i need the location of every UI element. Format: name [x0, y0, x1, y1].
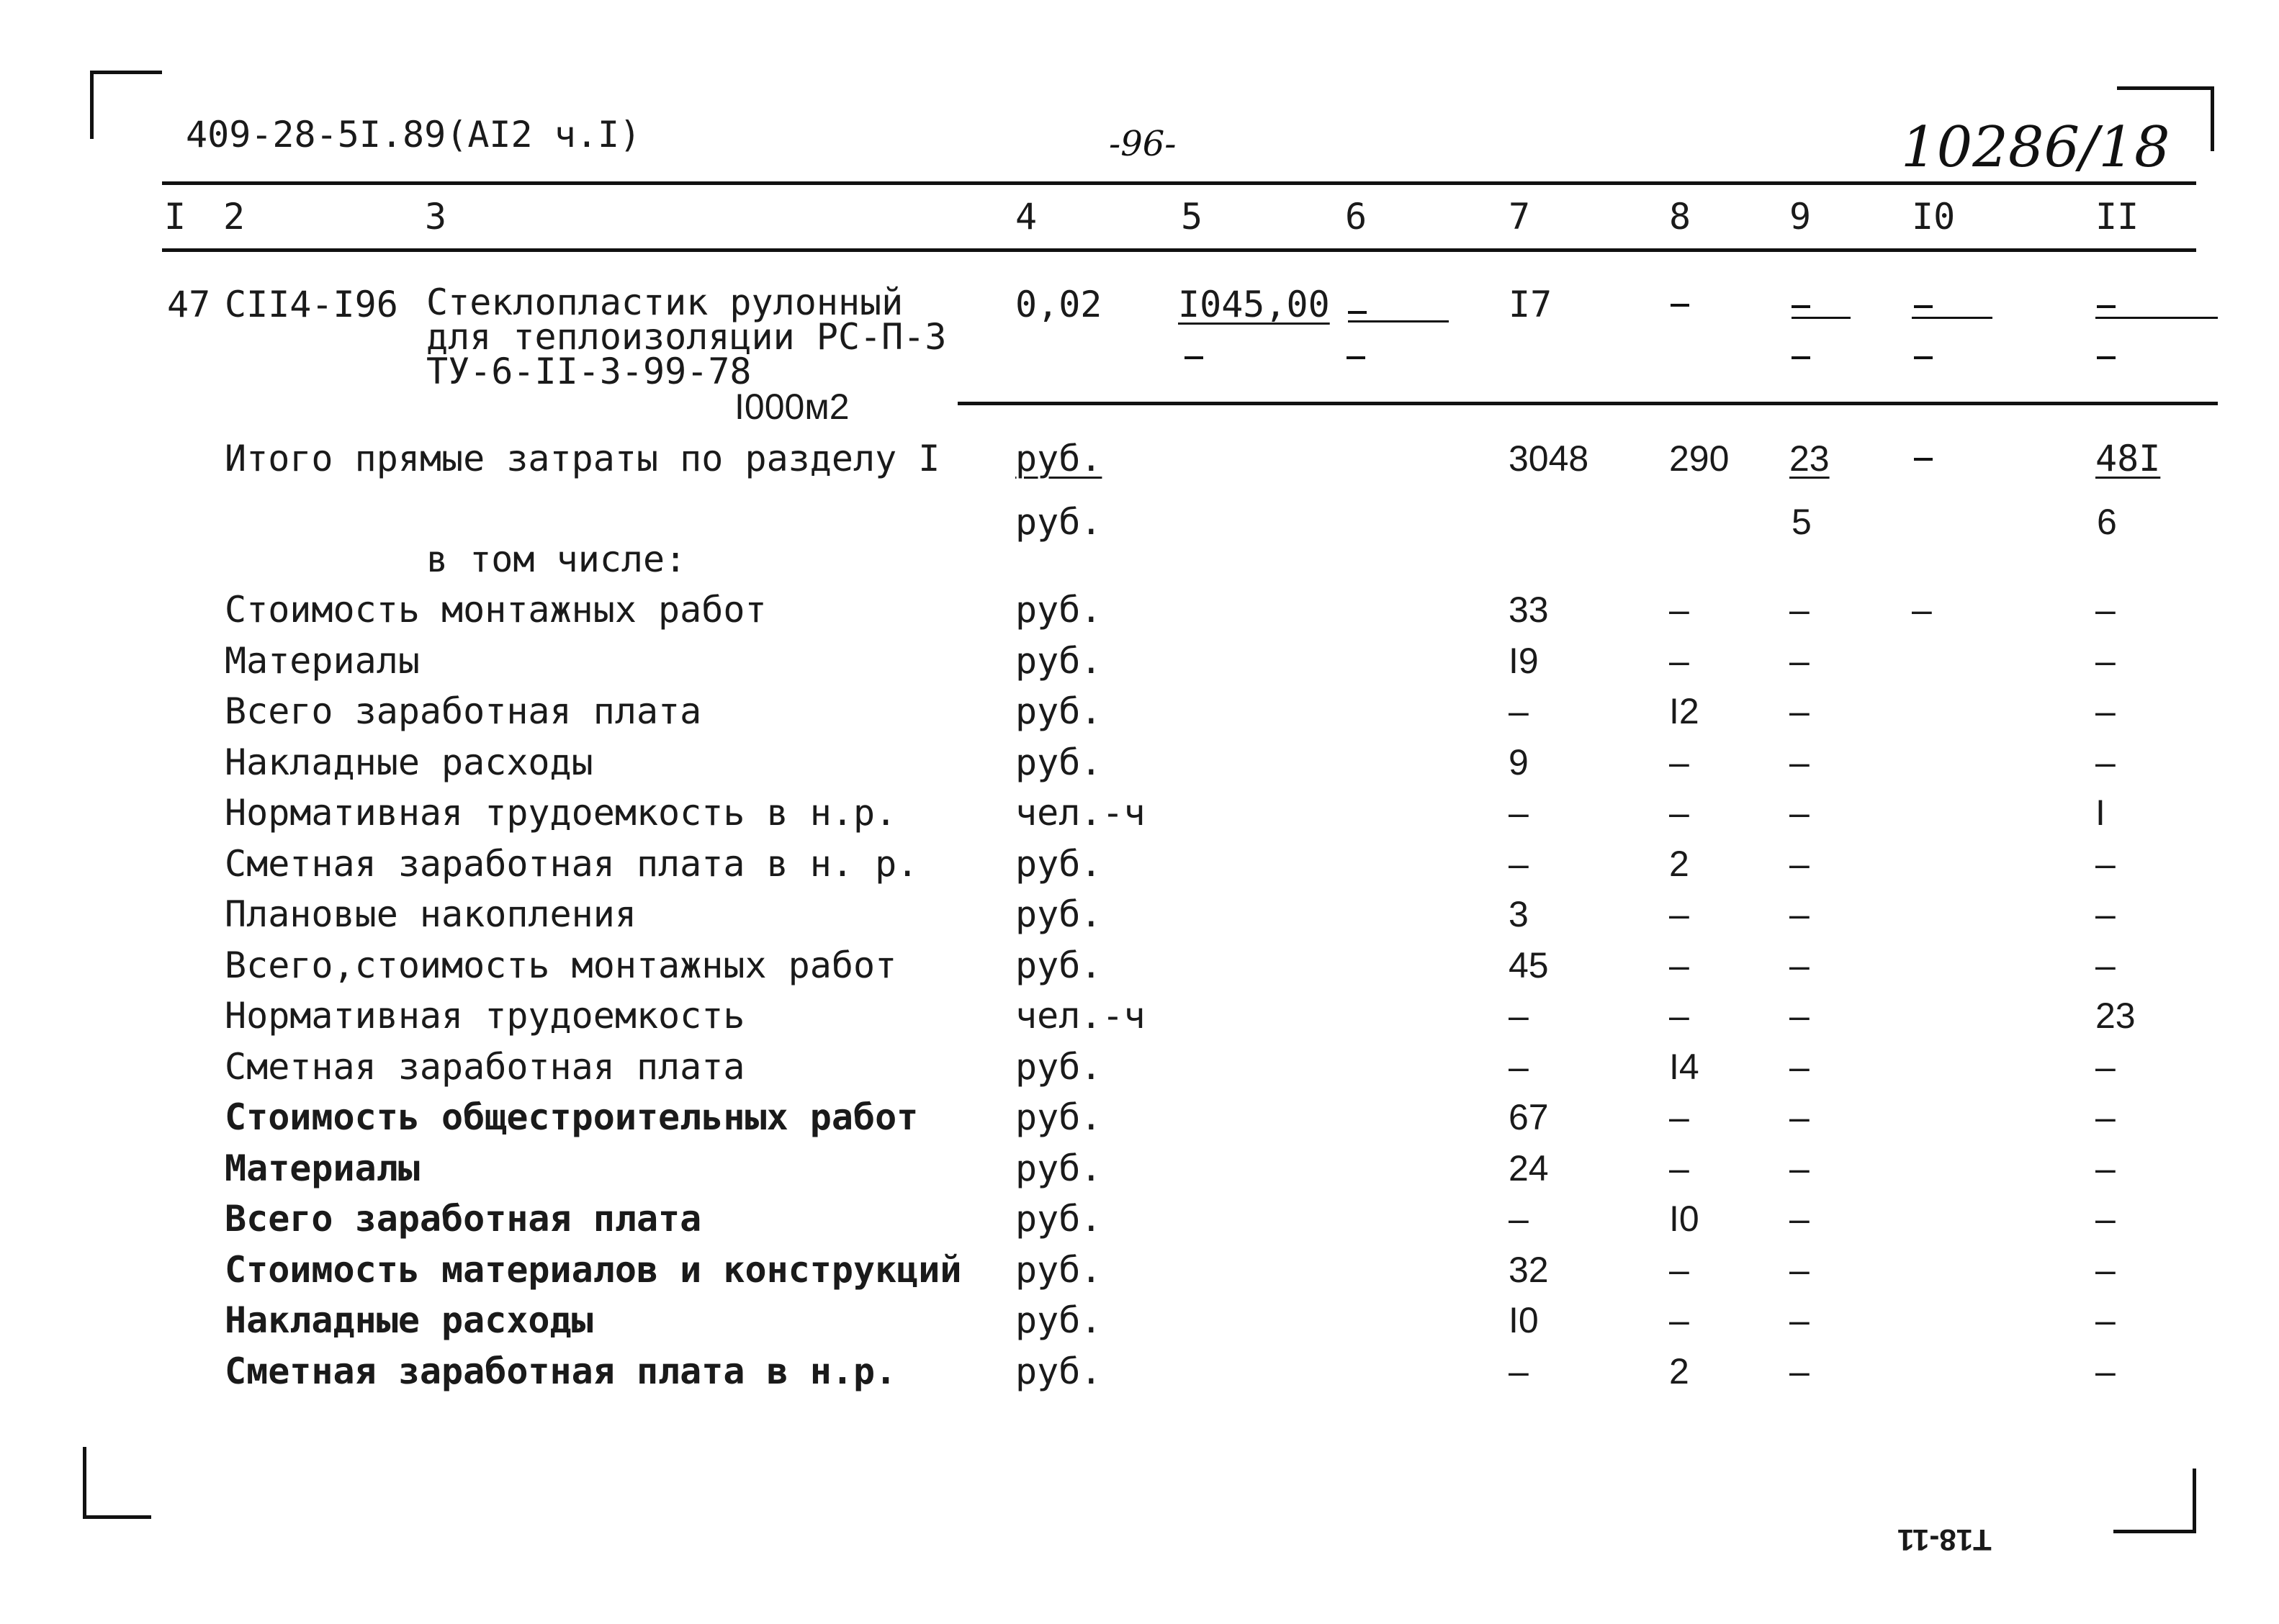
row-label: Сметная заработная плата	[225, 1045, 745, 1088]
row-c8: –	[1669, 1249, 1689, 1290]
row-c7: 9	[1509, 741, 1529, 782]
col-header-8: 8	[1669, 196, 1691, 238]
row-c9: –	[1789, 1199, 1810, 1239]
row-label: Материалы	[225, 1147, 420, 1189]
row-label: Накладные расходы	[225, 741, 593, 783]
total-col9: 23	[1789, 438, 1830, 479]
row-label: Нормативная трудоемкость в н.р.	[225, 792, 897, 834]
row-c8: –	[1669, 894, 1689, 934]
footer-stamp: T18-11	[1897, 1523, 1992, 1557]
row-label: Стоимость материалов и конструкций	[225, 1248, 962, 1291]
handwritten-doc-number: 10286/18	[1901, 115, 2170, 180]
row-c8: 2	[1669, 1350, 1689, 1391]
row-c11: –	[2095, 590, 2116, 630]
row-c11: I	[2095, 793, 2105, 833]
row-c9: –	[1789, 590, 1810, 630]
item-name-line-1: Стеклопластик рулонный	[426, 281, 904, 323]
row-c7: 33	[1509, 590, 1549, 630]
row-c7: 24	[1509, 1147, 1549, 1188]
item-col10-line	[1912, 317, 1992, 319]
header-rule-bottom	[162, 248, 2196, 252]
row-label: Сметная заработная плата в н. р.	[225, 842, 919, 885]
row-label: Стоимость монтажных работ	[225, 589, 767, 631]
total-label: Итого прямые затраты по разделу I	[225, 438, 940, 479]
row-c7: –	[1509, 996, 1529, 1036]
row-c11: 23	[2095, 996, 2136, 1036]
col-header-10: I0	[1912, 196, 1956, 238]
row-unit: руб.	[1015, 589, 1102, 631]
corner-mark-bottom-left	[83, 1447, 151, 1519]
item-quantity: 0,02	[1015, 284, 1102, 325]
row-c9: –	[1789, 843, 1810, 884]
header-rule-top	[162, 181, 2196, 185]
row-c7: –	[1509, 1046, 1529, 1087]
row-c9: –	[1789, 1097, 1810, 1137]
col-header-4: 4	[1015, 196, 1038, 238]
row-unit: руб.	[1015, 1045, 1102, 1088]
corner-mark-bottom-right	[2113, 1469, 2196, 1533]
row-unit: руб.	[1015, 1299, 1102, 1341]
total-col9-b: 5	[1792, 502, 1812, 542]
row-c7: 67	[1509, 1097, 1549, 1137]
section-rule	[958, 402, 2218, 405]
total-col10-dash	[1914, 458, 1933, 461]
row-c11: –	[2095, 894, 2116, 934]
item-code: CII4-I96	[225, 284, 398, 325]
row-c8: –	[1669, 1300, 1689, 1340]
row-c8: I4	[1669, 1046, 1699, 1087]
row-c9: –	[1789, 1249, 1810, 1290]
col-header-5: 5	[1181, 196, 1203, 238]
row-c7: –	[1509, 843, 1529, 884]
col-header-11: II	[2095, 196, 2139, 238]
item-number: 47	[167, 284, 211, 325]
row-c9: –	[1789, 793, 1810, 833]
row-label: Нормативная трудоемкость	[225, 995, 745, 1037]
item-col6-dash-lower	[1347, 356, 1365, 359]
row-c8: –	[1669, 741, 1689, 782]
col-header-1: I	[164, 196, 186, 238]
corner-mark-top-left	[90, 71, 162, 139]
row-c11: –	[2095, 1147, 2116, 1188]
row-unit: руб.	[1015, 1096, 1102, 1138]
item-col11-dash-lower	[2097, 356, 2116, 359]
row-c11: –	[2095, 1199, 2116, 1239]
row-label: Всего заработная плата	[225, 1198, 702, 1240]
row-label: Материалы	[225, 639, 420, 682]
row-label: Сметная заработная плата в н.р.	[225, 1350, 897, 1392]
row-c9: –	[1789, 894, 1810, 934]
row-c8: 2	[1669, 843, 1689, 884]
item-col11-line	[2095, 317, 2218, 319]
item-unit: I000м2	[734, 387, 850, 427]
item-col11-dash	[2097, 305, 2116, 308]
total-col11: 48I	[2095, 438, 2161, 479]
row-c8: –	[1669, 1097, 1689, 1137]
row-unit: руб.	[1015, 1198, 1102, 1240]
row-c11: –	[2095, 944, 2116, 985]
row-unit: руб.	[1015, 842, 1102, 885]
item-col7: I7	[1509, 284, 1552, 325]
row-unit: руб.	[1015, 1147, 1102, 1189]
row-unit: чел.-ч	[1015, 792, 1146, 834]
item-col5-dash-lower	[1185, 356, 1203, 359]
row-c7: 32	[1509, 1249, 1549, 1290]
row-unit: руб.	[1015, 1248, 1102, 1291]
item-col10-dash-lower	[1914, 356, 1933, 359]
row-c8: –	[1669, 996, 1689, 1036]
row-unit: руб.	[1015, 690, 1102, 732]
row-c7: I0	[1509, 1300, 1539, 1340]
total-unit-2: руб.	[1015, 501, 1102, 543]
row-label: Всего заработная плата	[225, 690, 702, 732]
col-header-2: 2	[223, 196, 246, 238]
total-unit: руб.	[1015, 438, 1102, 479]
row-c11: –	[2095, 1350, 2116, 1391]
row-c7: 3	[1509, 894, 1529, 934]
row-c7: –	[1509, 1350, 1529, 1391]
row-c11: –	[2095, 1046, 2116, 1087]
row-unit: руб.	[1015, 639, 1102, 682]
row-unit: руб.	[1015, 1350, 1102, 1392]
row-c9: –	[1789, 741, 1810, 782]
row-c8: –	[1669, 1147, 1689, 1188]
row-c11: –	[2095, 1300, 2116, 1340]
row-label: Стоимость общестроительных работ	[225, 1096, 919, 1138]
item-col9-line	[1792, 317, 1851, 319]
row-c7: I9	[1509, 640, 1539, 681]
row-c9: –	[1789, 1300, 1810, 1340]
col-header-7: 7	[1509, 196, 1531, 238]
row-c9: –	[1789, 944, 1810, 985]
item-col9-dash-lower	[1792, 356, 1810, 359]
item-col8-dash	[1671, 304, 1689, 307]
item-name-line-2: для теплоизоляции РС-П-3	[426, 316, 947, 358]
row-unit: руб.	[1015, 944, 1102, 986]
row-unit: руб.	[1015, 893, 1102, 935]
including-label: в том числе:	[426, 538, 687, 580]
row-c11: –	[2095, 640, 2116, 681]
total-col11-b: 6	[2097, 502, 2117, 542]
row-c9: –	[1789, 1350, 1810, 1391]
row-c11: –	[2095, 741, 2116, 782]
row-c8: I0	[1669, 1199, 1699, 1239]
row-c7: –	[1509, 691, 1529, 731]
row-unit: руб.	[1015, 741, 1102, 783]
col-header-6: 6	[1345, 196, 1367, 238]
col-header-9: 9	[1789, 196, 1812, 238]
item-col10-dash	[1914, 305, 1933, 308]
row-c9: –	[1789, 1147, 1810, 1188]
row-c9: –	[1789, 1046, 1810, 1087]
row-c9: –	[1789, 691, 1810, 731]
page-number: -96-	[1109, 124, 1177, 164]
total-col7: 3048	[1509, 438, 1589, 479]
row-c8: I2	[1669, 691, 1699, 731]
row-c7: –	[1509, 793, 1529, 833]
row-c10: –	[1912, 590, 1932, 630]
row-c9: –	[1789, 996, 1810, 1036]
row-c8: –	[1669, 640, 1689, 681]
total-col8: 290	[1669, 438, 1730, 479]
row-c8: –	[1669, 793, 1689, 833]
row-c11: –	[2095, 1097, 2116, 1137]
row-c8: –	[1669, 590, 1689, 630]
document-code: 409-28-5I.89(AI2 ч.I)	[186, 114, 642, 155]
row-label: Накладные расходы	[225, 1299, 593, 1341]
row-c11: –	[2095, 843, 2116, 884]
row-c7: 45	[1509, 944, 1549, 985]
item-col9-dash	[1792, 305, 1810, 308]
row-c11: –	[2095, 691, 2116, 731]
row-c7: –	[1509, 1199, 1529, 1239]
item-col6-line	[1348, 320, 1449, 322]
row-c9: –	[1789, 640, 1810, 681]
item-price: I045,00	[1178, 284, 1330, 325]
row-label: Плановые накопления	[225, 893, 637, 935]
item-name-line-3: ТУ-6-II-3-99-78	[426, 351, 752, 392]
item-col6-dash	[1348, 311, 1367, 314]
row-c11: –	[2095, 1249, 2116, 1290]
row-c8: –	[1669, 944, 1689, 985]
col-header-3: 3	[425, 196, 447, 238]
row-unit: чел.-ч	[1015, 995, 1146, 1037]
row-label: Всего,стоимость монтажных работ	[225, 944, 897, 986]
